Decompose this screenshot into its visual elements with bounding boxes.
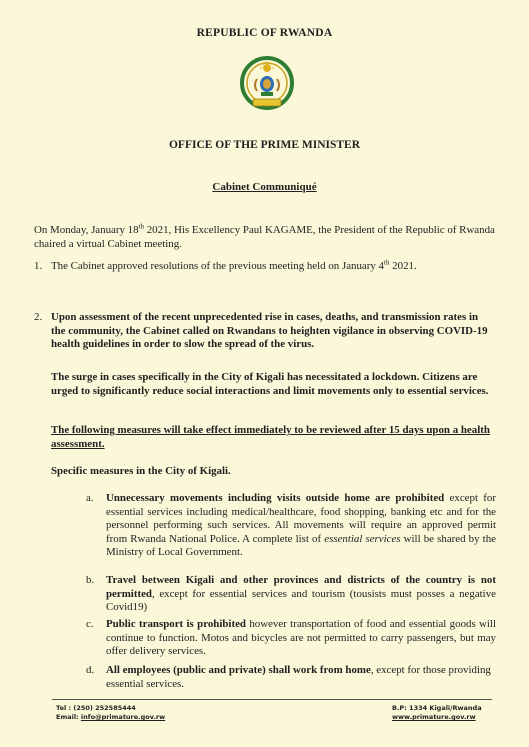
footer-email-link[interactable]: info@primature.gov.rw [80, 713, 166, 721]
measure-c-bold: Public transport is prohibited [106, 618, 246, 630]
footer-po-box: B.P: 1334 Kigali/Rwanda [392, 704, 482, 712]
office-heading: OFFICE OF THE PRIME MINISTER [168, 139, 361, 151]
item-2-text: Upon assessment of the recent unprecedented rise in cases, deaths, and transmission rates in the community, the Cabinet called on Rwandans to heighten vigilance in observing COVID-19 health guidelines in order to slow the spread of the virus. [51, 311, 488, 351]
item-1-superscript: th [384, 258, 390, 267]
intro-paragraph [34, 224, 509, 251]
measure-b-text [106, 574, 496, 615]
measure-c-text [106, 618, 496, 659]
measure-a-rest-1: except for essential services including medical/healthcare, food shopping, banking etc and for the personnel performing such services. All movements will require an approved permit from Rwanda National Police. A complete list of [106, 492, 496, 545]
footer-email-label: Email: [56, 713, 81, 721]
footer-email [56, 713, 165, 722]
measure-c-rest: however transportation of food and essential goods will continue to function. Motos and bicycles are not permitted to carry passengers, but may offer delivery services. [106, 618, 496, 658]
footer-tel-value: (250) 252585444 [73, 704, 136, 712]
measure-a-bold: Unnecessary movements including visits outside home are prohibited [106, 492, 445, 504]
footer-tel [56, 704, 136, 713]
item-2-number: 2. [34, 311, 43, 323]
intro-text-start: On Monday, January 18 [34, 224, 139, 236]
measure-d-text [106, 664, 506, 691]
footer-website-link[interactable]: www.primature.gov.rw [392, 713, 476, 721]
measure-d-letter: d. [86, 664, 95, 676]
measure-a-text [106, 492, 496, 560]
measure-c-letter: c. [86, 618, 94, 630]
measures-effect-note: The following measures will take effect immediately to be reviewed after 15 days upon a health assessment. [51, 424, 490, 450]
measure-a-rest-2: will be shared by the Ministry of Local Government. [106, 532, 496, 559]
specific-measures-heading: Specific measures in the City of Kigali. [51, 465, 231, 477]
intro-text-end: 2021, His Excellency Paul KAGAME, the President of the Republic of Rwanda chaired a virtual Cabinet meeting. [34, 224, 495, 250]
intro-superscript: th [138, 222, 145, 231]
coat-of-arms-icon [239, 55, 295, 115]
item-1-number: 1. [34, 260, 43, 272]
footer-tel-label: Tel : [56, 704, 74, 712]
measure-d-rest: , except for those providing essential services. [106, 664, 491, 690]
republic-heading: REPUBLIC OF RWANDA [196, 27, 333, 39]
measure-b-rest: , except for essential services and tourism (tousists must posses a negative Covid19) [106, 587, 496, 614]
item-1-text-end: 2021. [389, 260, 417, 272]
item-1-text-start: The Cabinet approved resolutions of the previous meeting held on January 4 [51, 260, 384, 272]
measure-a-italic: essential services [324, 532, 401, 545]
measure-b-bold: Travel between Kigali and other provinces and districts of the country is not permitted [106, 574, 496, 600]
measure-b-letter: b. [86, 574, 95, 586]
measure-d-bold: All employees (public and private) shall work from home [106, 664, 371, 676]
footer-divider [52, 699, 492, 700]
surge-paragraph: The surge in cases specifically in the City of Kigali has necessitated a lockdown. Citizens are urged to significantly reduce social interactions and limit movements only to essential services. [51, 371, 489, 397]
item-1-text [51, 260, 511, 274]
communique-title: Cabinet Communiqué [212, 181, 317, 193]
measure-a-letter: a. [86, 492, 94, 504]
